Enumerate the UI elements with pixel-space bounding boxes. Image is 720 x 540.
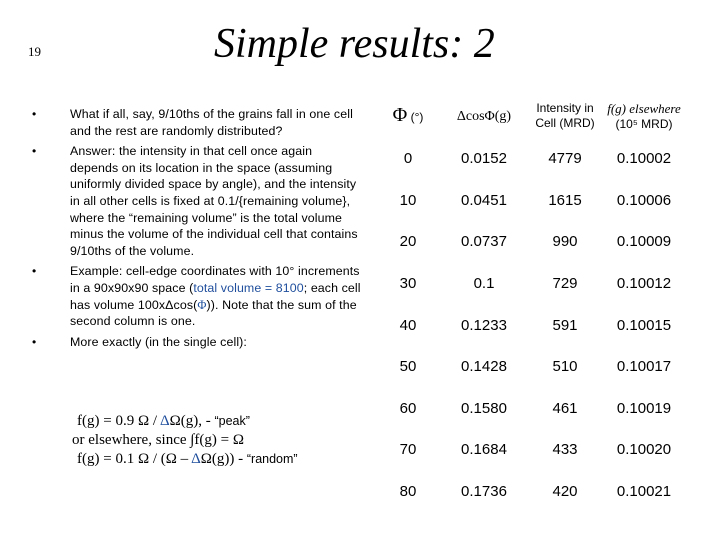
elsewhere-cell: 0.10015 (616, 316, 672, 334)
intensity-cell: 420 (552, 483, 578, 501)
intensity-cell: 729 (552, 275, 578, 293)
bullet-item (32, 106, 362, 139)
phi-symbol: Φ (197, 297, 207, 312)
table-row (378, 304, 688, 346)
intensity-cell: 4779 (548, 150, 582, 168)
random-formula-rest: Ω(g)) - (200, 451, 247, 467)
delta-cos-cell: 0.1580 (461, 399, 507, 417)
table-row (378, 471, 688, 513)
elsewhere-cell: 0.10009 (616, 233, 672, 251)
bullet-text-middle: ; each cell has volume 100xΔcos( (70, 280, 361, 312)
bullet-text: Answer: the intensity in that cell once again depends on its location in the space (assuming uniformly divided space by angle), and the intensity in all other cells is fixed at 0.1/{remaining volume}, where the “remaining volume” is the total volume minus the volume of the individual cell that contains 9/10ths of the volume. (70, 144, 358, 258)
intensity-cell: 990 (552, 233, 578, 251)
header-delta-cos (438, 94, 530, 138)
random-label: “random” (246, 452, 298, 466)
bullet-dot: • (32, 107, 37, 121)
phi-cell: 80 (399, 483, 417, 501)
total-volume-highlight: total volume = 8100 (193, 280, 304, 295)
delta-cos-cell: 0.1684 (461, 441, 507, 459)
bullet-text-after: )). Note that the sum of the second column is one. (70, 297, 357, 329)
elsewhere-cell: 0.10017 (616, 358, 672, 376)
bullet-dot: • (32, 144, 37, 159)
peak-formula (72, 412, 372, 431)
header-intensity-line2: Cell (MRD) (535, 116, 595, 130)
bullet-text: More exactly (in the single cell): (70, 334, 247, 349)
delta-cos-cell: 0.1 (473, 275, 495, 293)
delta-cos-cell: 0.1428 (461, 358, 507, 376)
phi-cell: 70 (399, 441, 417, 459)
peak-formula-rest: Ω(g), - (169, 413, 215, 429)
table-body (378, 138, 688, 512)
peak-label: “peak” (214, 414, 250, 428)
header-elsewhere (600, 94, 688, 138)
slide-number: 19 (28, 44, 41, 59)
header-phi (378, 94, 438, 138)
bullet-list (32, 106, 362, 354)
phi-cell: 0 (403, 150, 413, 168)
bullet-dot: • (32, 334, 37, 349)
header-phi-symbol: Φ (392, 103, 408, 126)
bullet-item (32, 143, 362, 259)
header-phi-unit: (°) (407, 109, 424, 124)
phi-cell: 60 (399, 399, 417, 417)
delta-cos-cell: 0.0152 (461, 150, 507, 168)
intensity-cell: 461 (552, 399, 578, 417)
elsewhere-cell: 0.10021 (616, 483, 672, 501)
peak-formula-main: f(g) = 0.9 Ω / (77, 413, 160, 429)
bullet-text: What if all, say, 9/10ths of the grains fall in one cell and the rest are randomly distributed? (70, 107, 353, 138)
table-row (378, 138, 688, 180)
intensity-cell: 1615 (548, 191, 582, 209)
random-formula (72, 450, 372, 469)
header-intensity (530, 94, 600, 138)
header-intensity-line1: Intensity in (536, 101, 594, 115)
table-row (378, 263, 688, 305)
elsewhere-formula: or elsewhere, since ∫f(g) = Ω (72, 432, 244, 448)
table-row (378, 346, 688, 388)
bullet-text-before: Example: cell-edge coordinates with 10° increments in a 90x90x90 space ( (70, 264, 360, 295)
header-delta-cos-text: ΔcosΦ(g) (456, 108, 512, 124)
phi-cell: 30 (399, 275, 417, 293)
delta-cos-cell: 0.1233 (461, 316, 507, 334)
intensity-cell: 591 (552, 316, 578, 334)
intensity-cell: 433 (552, 441, 578, 459)
intensity-cell: 510 (552, 358, 578, 376)
phi-cell: 40 (399, 316, 417, 334)
elsewhere-cell: 0.10006 (616, 191, 672, 209)
formula-block (72, 412, 372, 469)
table-row (378, 180, 688, 222)
delta-symbol: Δ (191, 451, 201, 467)
delta-symbol: Δ (159, 413, 170, 429)
header-elsewhere-line2: (10⁵ MRD) (615, 116, 673, 131)
table-row (378, 429, 688, 471)
phi-cell: 50 (399, 358, 417, 376)
bullet-item (32, 263, 362, 329)
header-elsewhere-line1: f(g) elsewhere (607, 100, 681, 116)
bullet-item (32, 334, 362, 351)
delta-cos-cell: 0.0737 (461, 233, 507, 251)
table-header-row (378, 94, 688, 138)
elsewhere-cell: 0.10012 (616, 275, 672, 293)
elsewhere-cell: 0.10002 (616, 150, 672, 168)
table-row (378, 388, 688, 430)
delta-cos-cell: 0.0451 (461, 191, 507, 209)
results-table (378, 94, 688, 512)
bullet-dot: • (32, 264, 37, 279)
phi-cell: 10 (399, 191, 417, 209)
table-row (378, 221, 688, 263)
slide-title: Simple results: 2 (214, 21, 495, 67)
elsewhere-cell: 0.10020 (616, 441, 672, 459)
random-formula-main: f(g) = 0.1 Ω / (Ω – (77, 451, 192, 467)
delta-cos-cell: 0.1736 (461, 483, 507, 501)
phi-cell: 20 (399, 233, 417, 251)
elsewhere-cell: 0.10019 (616, 399, 672, 417)
